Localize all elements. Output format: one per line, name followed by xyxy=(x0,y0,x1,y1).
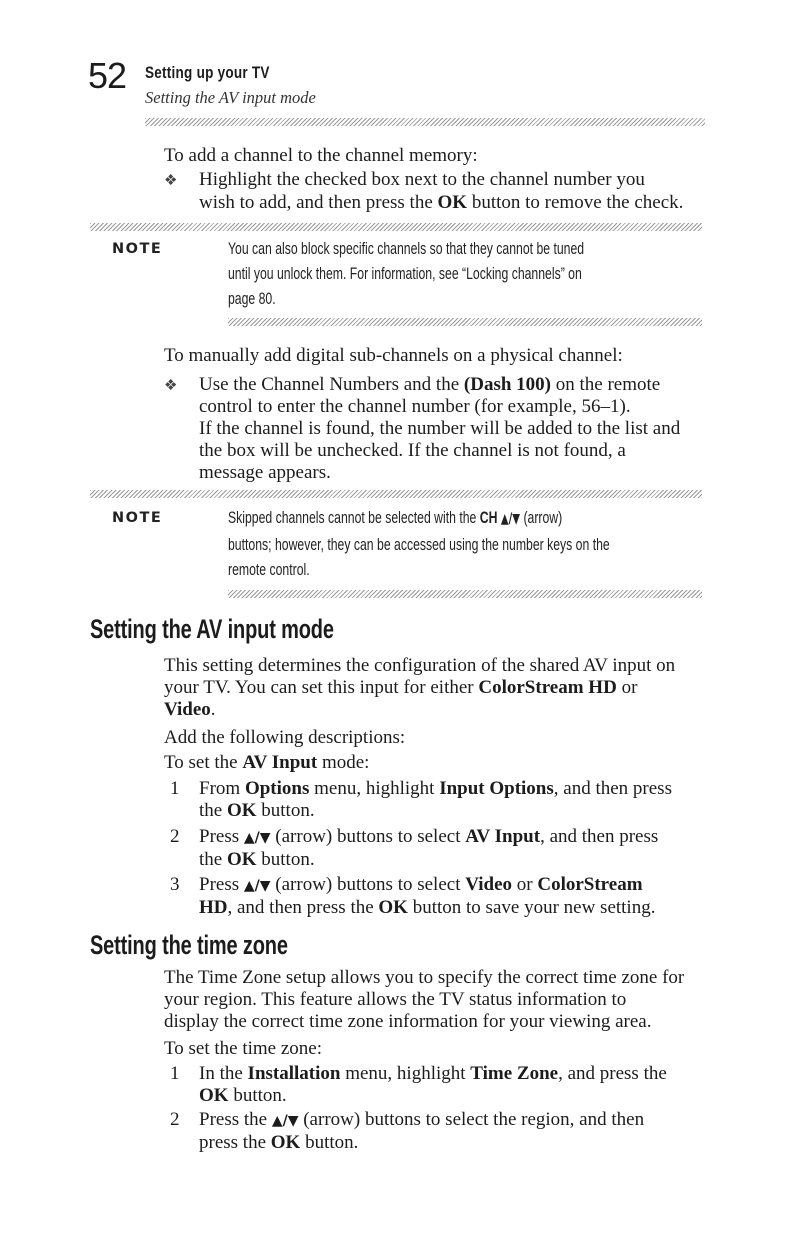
section-subtitle: Setting the AV input mode xyxy=(145,88,316,107)
add-channel-bullet-line1: Highlight the checked box next to the channel number you xyxy=(199,169,645,190)
step-number: 3 xyxy=(170,874,180,895)
av-step-2: Press ▲/▼ (arrow) buttons to select AV Input, and then press the OK button. xyxy=(199,826,659,870)
page-number: 52 xyxy=(88,55,127,96)
note-top-divider xyxy=(90,490,702,498)
subchannels-bullet: Use the Channel Numbers and the (Dash 100) on the remote control to enter the channel number (for example, 56–1). If the channel is found, the number will be added to the list and the box will be unchecked. If the channel is not found, a message appears. xyxy=(199,374,681,483)
subchannels-intro: To manually add digital sub-channels on a physical channel: xyxy=(164,345,623,366)
note-text: Skipped channels cannot be selected with the CH ▲/▼ (arrow) buttons; however, they can be accessed using the number keys on the remote control. xyxy=(228,508,610,579)
note-top-divider xyxy=(90,223,702,231)
av-step-3: Press ▲/▼ (arrow) buttons to select Video or ColorStream HD, and then press the OK button to save your new setting. xyxy=(199,874,656,918)
up-down-arrow-icon: ▲/▼ xyxy=(243,878,271,894)
diamond-bullet-icon: ❖ xyxy=(164,378,178,394)
note-text: You can also block specific channels so that they cannot be tuned until you unlock them. For information, see “Locking channels” on page 80. xyxy=(228,239,585,308)
tz-instructions-intro: To set the time zone: xyxy=(164,1038,323,1059)
section-heading: Setting the time zone xyxy=(90,930,288,960)
step-number: 2 xyxy=(170,1109,180,1130)
av-paragraph: This setting determines the configuration of the shared AV input on your TV. You can set this input for either ColorStream HD or Video. xyxy=(164,655,676,720)
tz-step-1: In the Installation menu, highlight Time Zone, and press the OK button. xyxy=(199,1063,667,1106)
av-set-mode-intro: To set the AV Input mode: xyxy=(164,752,370,773)
note-bottom-divider xyxy=(228,318,702,326)
header-divider xyxy=(145,118,705,126)
tz-paragraph: The Time Zone setup allows you to specify the correct time zone for your region. This feature allows the TV status information to display the correct time zone information for your viewing area. xyxy=(164,967,685,1032)
add-channel-intro: To add a channel to the channel memory: xyxy=(164,145,478,166)
av-step-1: From Options menu, highlight Input Options, and then press the OK button. xyxy=(199,778,672,821)
step-number: 2 xyxy=(170,826,180,847)
up-down-arrow-icon: ▲/▼ xyxy=(243,830,271,846)
step-number: 1 xyxy=(170,1063,180,1084)
step-number: 1 xyxy=(170,778,180,799)
diamond-bullet-icon: ❖ xyxy=(164,173,178,189)
note-label: NOTE xyxy=(112,510,163,526)
section-heading: Setting the AV input mode xyxy=(90,614,334,644)
tz-step-2: Press the ▲/▼ (arrow) buttons to select the region, and then press the OK button. xyxy=(199,1109,645,1153)
note-label: NOTE xyxy=(112,241,163,257)
up-down-arrow-icon: ▲/▼ xyxy=(271,1113,299,1129)
note-bottom-divider xyxy=(228,590,702,598)
av-instructions-intro: Add the following descriptions: xyxy=(164,727,406,748)
chapter-title: Setting up your TV xyxy=(145,64,270,82)
add-channel-bullet-line2: wish to add, and then press the OK button to remove the check. xyxy=(199,192,684,213)
up-down-arrow-icon: ▲/▼ xyxy=(500,511,521,527)
